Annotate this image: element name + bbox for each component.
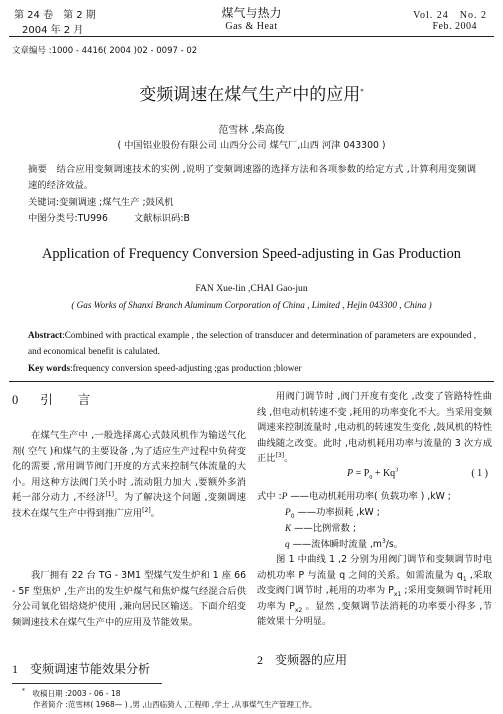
- header-journal-cn: 煤气与热力: [221, 6, 282, 20]
- intro-paragraph-2: 我厂拥有 22 台 TG - 3M1 型煤气发生炉和 1 座 66 - 5F 型焦炉 ,生产出的发生炉煤气和焦炉煤气经混合后供分公司氧化铝焙烧炉使用 ,兼向居民区输送。下面介绍变频调速技术在煤气生产中的应用及节能效果。: [12, 570, 246, 628]
- formula-tail: + Kq: [372, 468, 396, 479]
- section-1-heading: [12, 660, 150, 677]
- section-2-title: 变频器的应用: [275, 653, 348, 667]
- def-P0-text: ——功率损耗 ,kW ;: [294, 507, 380, 518]
- keywords-en-label: Key words: [28, 363, 71, 373]
- formula-lhs: P: [347, 468, 354, 479]
- doc-code-label: 文献标识码: [133, 213, 181, 224]
- header-volume-en: Vol. 24 No. 2: [413, 10, 487, 21]
- def-P-text: ——电动机耗用功率( 负载功率 ) ,kW ;: [287, 491, 451, 502]
- intro-p1-text: 在煤气生产中 ,一般选择离心式鼓风机作为输送气化剂( 空气 )和煤气的主要设备 ,为了适应生产过程中负荷变化的需要 ,常用调节阀门开度的方式来控制气体流量的大小。用这种方法阀门关小时 ,流动阻力加大 ,要额外多消耗一部分动力 ,不经济: [12, 430, 246, 504]
- right-p1-end: 。: [284, 453, 294, 465]
- footnote-rule: [12, 683, 162, 684]
- def-q-sup: 3: [381, 537, 386, 545]
- section-0-heading: [12, 390, 90, 408]
- paper-title-en: Application of Frequency Conversion Speed-adjusting in Gas Production: [42, 246, 461, 262]
- def-P0-sub: 0: [290, 512, 295, 520]
- abstract-cn-text: 结合应用变频调速技术的实例 ,说明了变频调速器的选择方法和各项参数的给定方式 ,计算利用变频调速的经济效益。: [28, 164, 476, 191]
- intro-paragraph-1: [12, 428, 246, 522]
- header-volume-cn: 第 24 卷 第 2 期: [14, 10, 96, 21]
- citation-1: [1]: [105, 491, 114, 499]
- section-1-number: 1: [12, 662, 18, 676]
- header-journal-en: Gas & Heat: [225, 21, 278, 32]
- abstract-en-label: Abstract: [28, 330, 63, 340]
- section-0-number: 0: [12, 393, 19, 407]
- authors-cn: 范雪林 ,柴高俊: [218, 125, 285, 136]
- keywords-en-text: :frequency conversion speed-adjusting ;gas production ;blower: [70, 363, 302, 373]
- keywords-en: [28, 361, 476, 377]
- right-p2-text: 图 1 中曲线 1 ,2 分别为用阀门调节和变频调节时电动机功率 P 与流量 q 之间的关系。如需流量为 q: [257, 554, 492, 581]
- header-date-en: Feb. 2004: [432, 21, 477, 32]
- title-text: 变频调速在煤气生产中的应用: [139, 85, 361, 105]
- def-P0-var: P: [285, 508, 291, 518]
- right-p1-text: 用阀门调节时 ,阀门开度有变化 ,改变了管路特性曲线 ,但电动机转速不变 ,耗用的功率变化不大。当采用变频调速来控制流量时 ,电动机的转速发生变化 ,鼓风机的特性曲线随之改变。此时 ,电动机耗用功率与流量的 3 次方成正比: [257, 391, 492, 465]
- definition-P0: [285, 504, 380, 518]
- paper-title-cn: [0, 80, 503, 105]
- def-q-var: q: [285, 540, 290, 550]
- keywords-cn: [28, 195, 476, 211]
- right-p2-sub3: x2: [294, 606, 303, 614]
- def-q-text: ——流体瞬时流量 ,m: [289, 539, 382, 550]
- formula-1: [257, 468, 492, 482]
- formula-rhs: = P: [355, 468, 370, 479]
- affiliation-cn: ( 中国铝业股份有限公司 山西分公司 煤气厂,山西 河津 043300 ): [117, 140, 386, 151]
- authors-en: FAN Xue-lin ,CHAI Gao-jun: [195, 283, 308, 294]
- abstract-rule: [9, 381, 494, 382]
- right-p2-text-d: 。显然 ,变频调节法消耗的功率要小得多 ,节能效果十分明显。: [257, 600, 493, 628]
- citation-2: [2]: [142, 506, 151, 514]
- definition-q: [285, 536, 403, 550]
- clc-value: :TU996: [74, 213, 108, 224]
- doc-code-value: :B: [180, 213, 190, 224]
- definition-K: [285, 520, 356, 534]
- footnote-received: [22, 688, 121, 699]
- abstract-cn: [28, 162, 476, 193]
- def-q-end: /s。: [385, 539, 404, 550]
- right-paragraph-1: [257, 389, 492, 467]
- header-rule: [9, 36, 494, 37]
- section-2-heading: [257, 651, 347, 668]
- section-1-title: 变频调速节能效果分析: [30, 662, 151, 676]
- footnote-author: 作者简介 :范雪林( 1968— ) ,男 ,山西临猗人 ,工程师 ,学士 ,从事煤气生产管理工作。: [33, 700, 317, 709]
- intro-p1-text-b: 。为了解决这个问题 ,变频调速技术在煤气生产中得到推广应用: [12, 492, 246, 519]
- header-date-cn: 2004 年 2 月: [22, 25, 84, 36]
- right-p2-text-b: ,采取改变阀门调节时 ,耗用的功率为 P: [257, 569, 492, 597]
- section-0-title: 引 言: [40, 392, 91, 407]
- affiliation-en: ( Gas Works of Shanxi Branch Aluminum Corporation of China , Limited , Hejin 043300 , China ): [71, 300, 432, 310]
- footnote-mark: *: [22, 687, 25, 695]
- abstract-cn-label: 摘要: [28, 164, 47, 175]
- formula-sup: 3: [395, 467, 399, 474]
- clc-label: 中图分类号: [28, 213, 75, 224]
- keywords-cn-text: :变频调速 ;煤气生产 ;鼓风机: [55, 197, 174, 208]
- footnote-line-1: 收稿日期 :2003 - 06 - 18: [32, 689, 121, 698]
- definition-P: [257, 488, 451, 502]
- intro-p1-text-c: 。: [150, 507, 160, 519]
- abstract-en-text: :Combined with practical example , the selection of transducer and determination of parameters are expounded , and economical benefit is calulated.: [28, 330, 476, 356]
- def-K-text: ——比例常数 ;: [291, 523, 357, 534]
- right-p2-sub2: x1: [393, 591, 402, 599]
- right-p2-sub: 1: [462, 575, 467, 583]
- def-K-var: K: [285, 524, 292, 534]
- abstract-en: [28, 328, 476, 359]
- citation-3: [3]: [275, 452, 285, 460]
- article-id: 文章编号 :1000 - 4416( 2004 )02 - 0097 - 02: [12, 46, 198, 56]
- classification: [28, 211, 476, 227]
- title-footnote-mark: *: [360, 87, 364, 96]
- keywords-cn-label: 关键词: [28, 197, 56, 208]
- def-P-var: P: [281, 492, 288, 502]
- def-prefix: 式中 :: [257, 491, 282, 502]
- right-paragraph-2: [257, 552, 492, 630]
- formula-number: ( 1 ): [471, 468, 488, 479]
- section-2-number: 2: [257, 653, 263, 667]
- formula-sub: 0: [369, 475, 373, 481]
- right-p2-text-c: ;采用变频调节时耗用功率为 P: [257, 585, 492, 612]
